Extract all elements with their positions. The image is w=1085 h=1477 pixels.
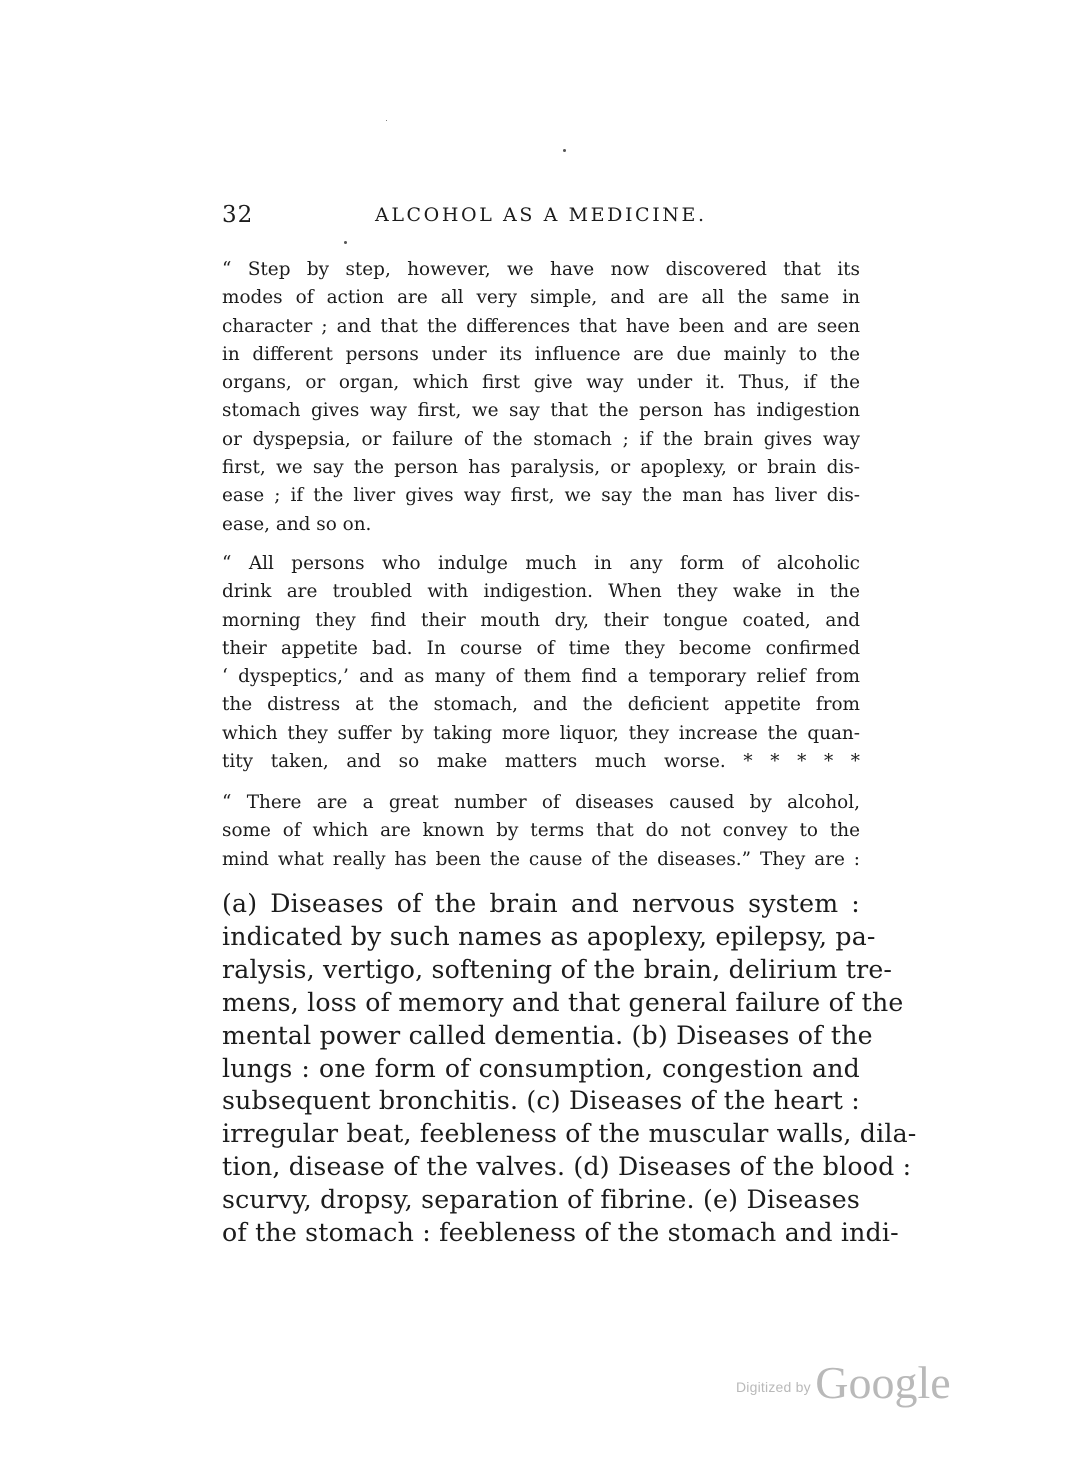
text-line: morning they find their mouth dry, their tongue coated, and — [222, 609, 860, 631]
text-line: mind what really has been the cause of the diseases.” They are : — [222, 848, 860, 870]
text-line: stomach gives way first, we say that the person has indigestion — [222, 400, 860, 422]
text-line: ease, and so on. — [222, 513, 372, 535]
scan-speck — [386, 120, 387, 121]
text-line: organs, or organ, which first give way under it. Thus, if the — [222, 372, 860, 394]
text-line: character ; and that the differences that have been and are seen — [222, 315, 860, 337]
text-line: ease ; if the liver gives way first, we say the man has liver dis- — [222, 485, 860, 507]
text-line: in different persons under its influence are due mainly to the — [222, 343, 860, 365]
text-line: modes of action are all very simple, and are all the same in — [222, 287, 860, 309]
body-paragraph — [222, 888, 917, 1250]
text-line: drink are troubled with indigestion. When they wake in the — [222, 581, 860, 603]
text-line: (a) Diseases of the brain and nervous system : — [222, 889, 860, 918]
text-line: mental power called dementia. (b) Diseases of the — [222, 1020, 873, 1050]
text-line: indicated by such names as apoplexy, epilepsy, pa- — [222, 921, 876, 951]
text-line: scurvy, dropsy, separation of fibrine. (e) Diseases — [222, 1185, 860, 1215]
text-line: “ Step by step, however, we have now discovered that its — [222, 259, 860, 280]
text-line: which they suffer by taking more liquor, they increase the quan- — [222, 722, 860, 744]
text-line: irregular beat, feebleness of the muscular walls, dila- — [222, 1119, 917, 1149]
scan-speck — [563, 149, 566, 152]
text-line: ralysis, vertigo, softening of the brain, delirium tre- — [222, 954, 893, 984]
quote-paragraph-3 — [222, 789, 860, 874]
text-line: “ There are a great number of diseases caused by alcohol, — [222, 792, 860, 813]
watermark-prefix: Digitized by — [736, 1379, 811, 1395]
running-head: ALCOHOL AS A MEDICINE. — [375, 204, 707, 226]
quote-paragraph-2 — [222, 550, 860, 776]
digitized-by-google-watermark — [736, 1356, 951, 1409]
page-header — [222, 202, 860, 238]
page-number: 32 — [222, 202, 254, 228]
text-line: ‘ dyspeptics,’ and as many of them find a temporary relief from — [222, 666, 860, 688]
text-line: the distress at the stomach, and the deficient appetite from — [222, 694, 860, 716]
text-line: lungs : one form of consumption, congestion and — [222, 1053, 860, 1083]
text-line: or dyspepsia, or failure of the stomach ; if the brain gives way — [222, 428, 860, 450]
text-line: some of which are known by terms that do not convey to the — [222, 820, 860, 842]
text-line: their appetite bad. In course of time they become confirmed — [222, 637, 860, 659]
text-line: mens, loss of memory and that general failure of the — [222, 987, 904, 1017]
watermark-brand: Google — [815, 1357, 951, 1408]
text-line: of the stomach : feebleness of the stomach and indi- — [222, 1218, 899, 1248]
text-line: tion, disease of the valves. (d) Diseases of the blood : — [222, 1152, 912, 1182]
text-line: “ All persons who indulge much in any form of alcoholic — [222, 553, 860, 574]
scan-speck — [344, 241, 347, 244]
text-line: first, we say the person has paralysis, or apoplexy, or brain dis- — [222, 457, 860, 479]
text-line: subsequent bronchitis. (c) Diseases of the heart : — [222, 1086, 860, 1116]
text-line: tity taken, and so make matters much worse. * * * * * — [222, 751, 860, 773]
quote-paragraph-1 — [222, 256, 860, 539]
